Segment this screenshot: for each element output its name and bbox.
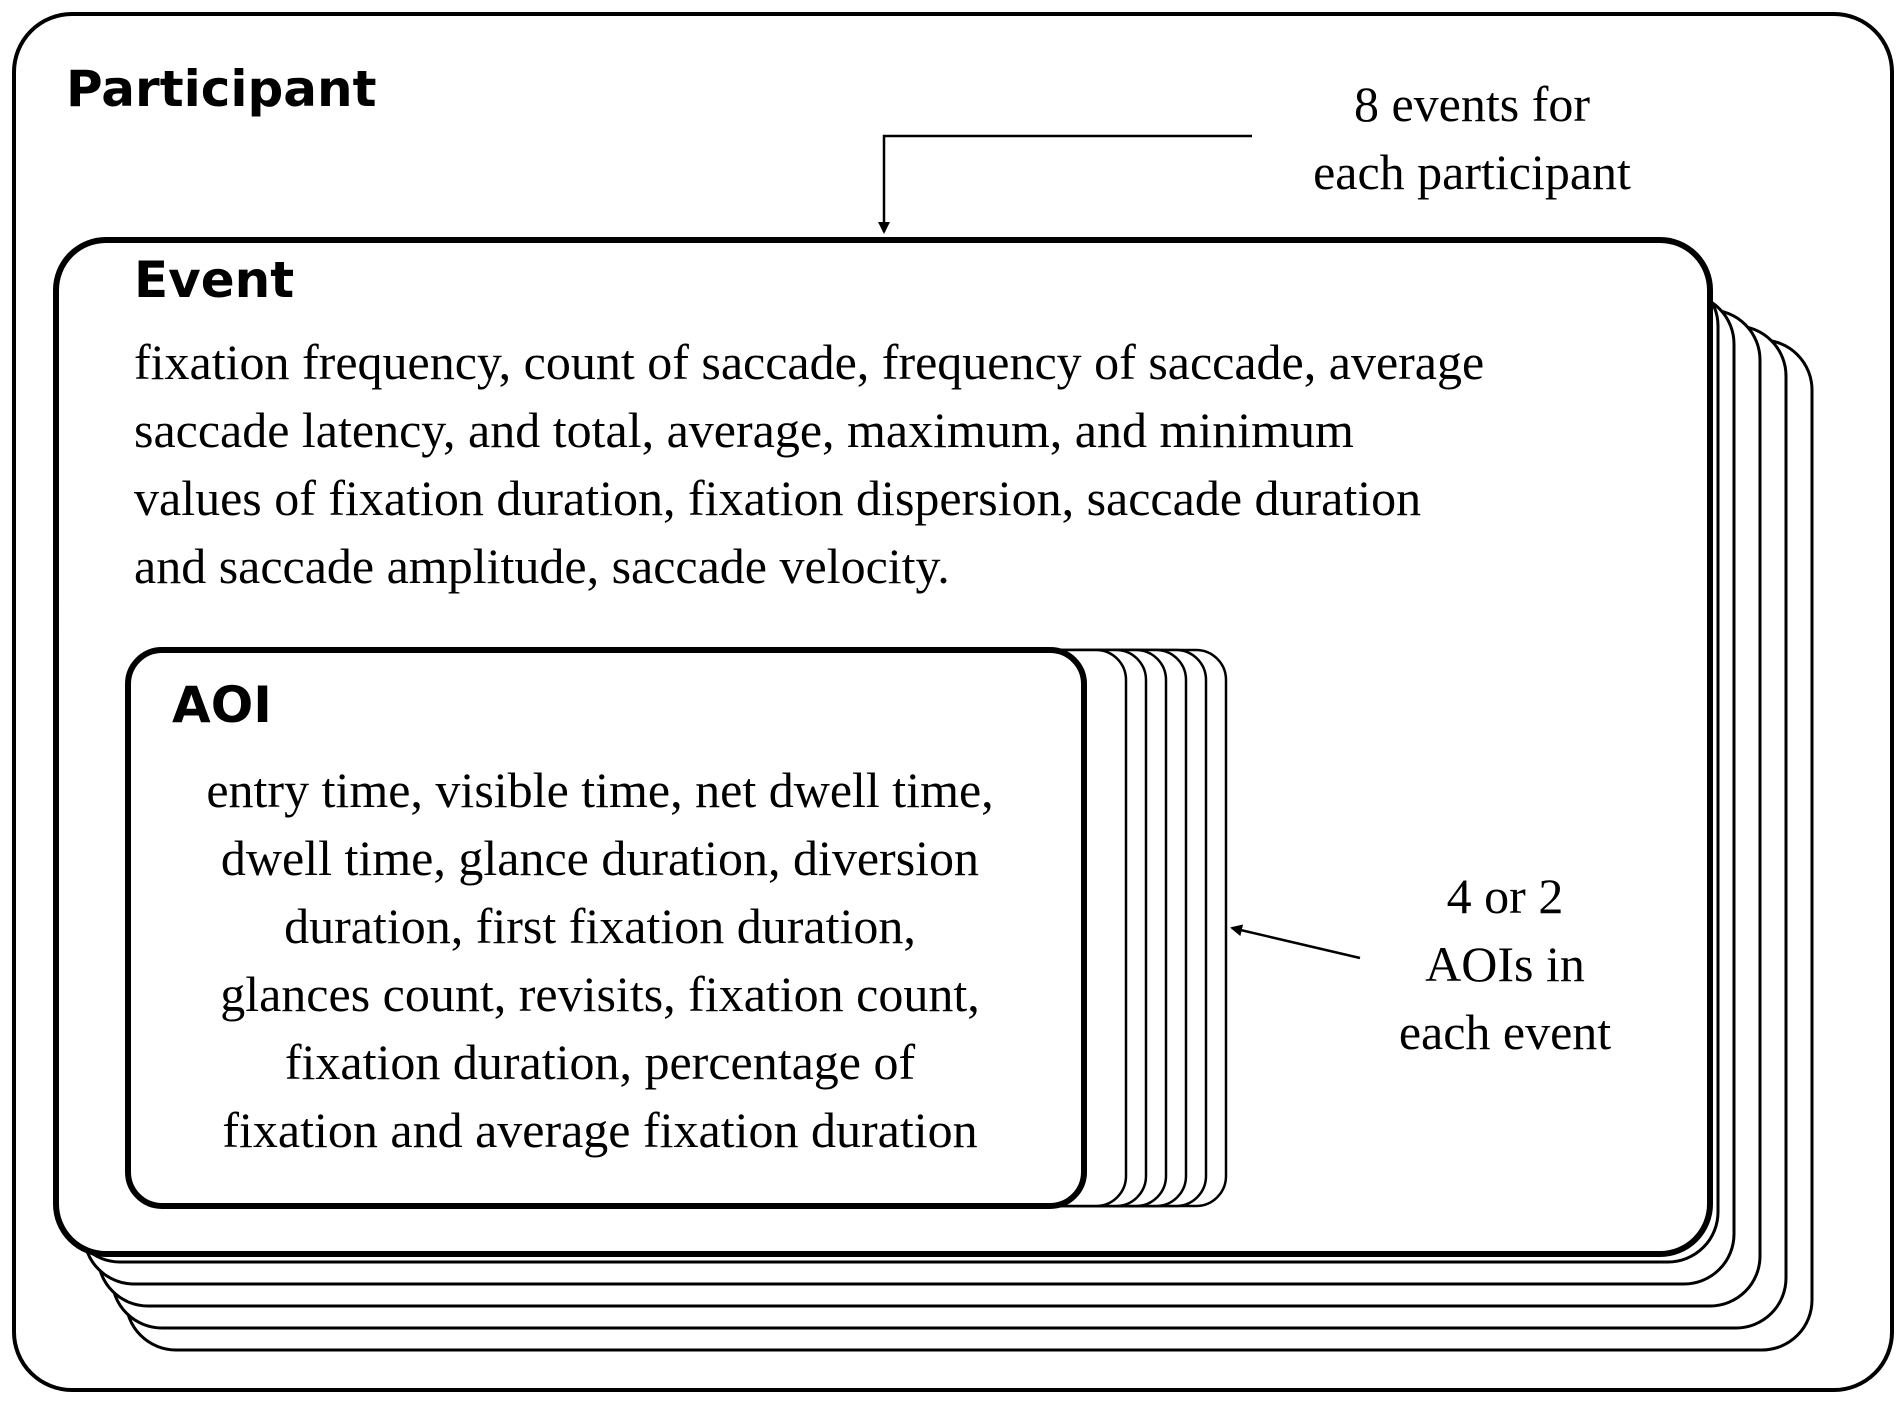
aoi-metrics-text: entry time, visible time, net dwell time, dwell time, glance duration, diversion duration, first fixation duration, glances count, revisits, fixation count, fixation duration, percentage of fixation and average fixation duration xyxy=(206,762,994,1158)
aois-per-event-note: 4 or 2 AOIs in each event xyxy=(1398,868,1612,1060)
event-metrics-text: fixation frequency, count of saccade, frequency of saccade, average saccade latency, and total, average, maximum, and minimum values of fixation duration, fixation dispersion, saccade duration and saccade amplitude, saccade velocity. xyxy=(134,334,1485,594)
aoi-title: AOI xyxy=(172,676,272,734)
participant-title: Participant xyxy=(66,60,377,118)
event-title: Event xyxy=(134,251,295,309)
events-per-participant-note: 8 events for each participant xyxy=(1313,76,1631,200)
